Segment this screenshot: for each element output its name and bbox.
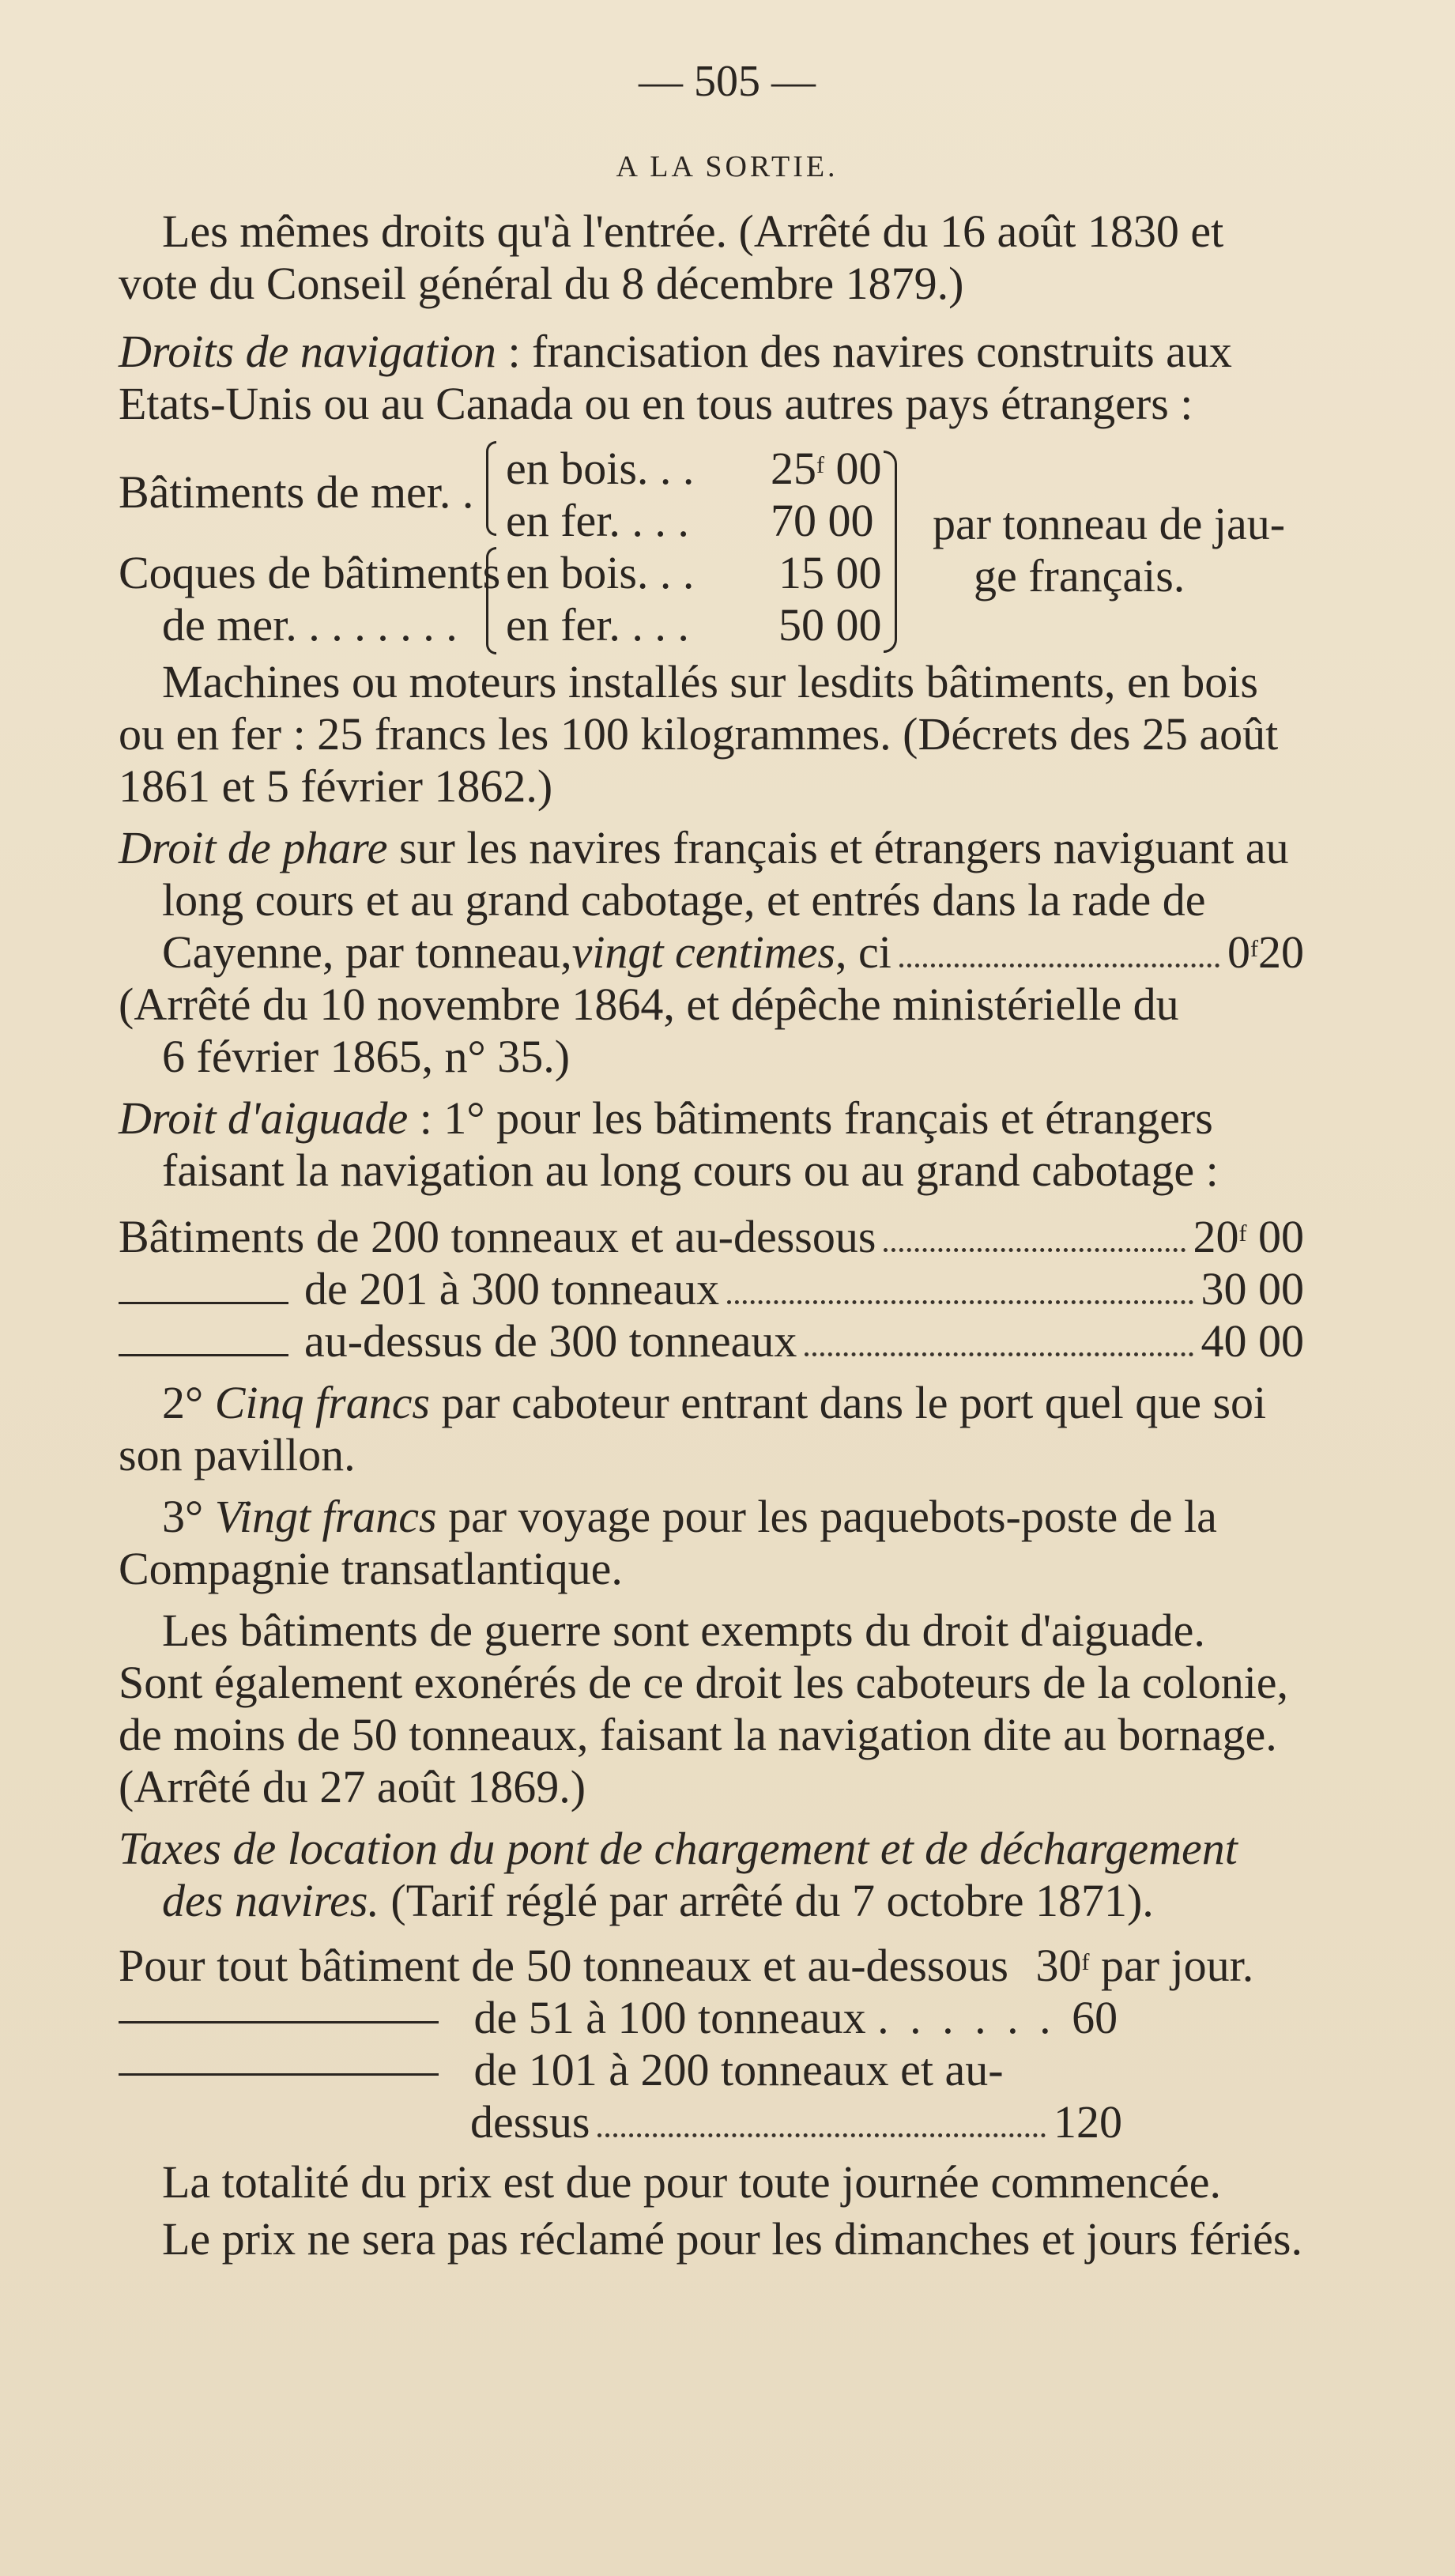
p4-line-1-rest: sur les navires français et étrangers naviguant au: [387, 822, 1289, 873]
p5-row-1-label: Bâtiments de 200 tonneaux et au-dessous: [119, 1211, 876, 1262]
p4-value: 0$^f$20: [1227, 926, 1304, 978]
p5-title: Droit d'aiguade: [119, 1092, 409, 1144]
table1-row-3-value: 15 00: [778, 547, 882, 598]
p5-row-3-value: 40 00: [1201, 1315, 1304, 1367]
p6-italic: Cinq francs: [214, 1377, 431, 1428]
table1-row-4-kind: en fer. . . .: [506, 599, 689, 651]
p4-line-4: (Arrêté du 10 novembre 1864, et dépêche ministérielle du: [119, 979, 1179, 1030]
p5-row-1-leader: [884, 1248, 1185, 1252]
section-title: A LA SORTIE.: [616, 150, 839, 183]
p5-line-1: [119, 1092, 1304, 1145]
table1-group2-label-a: Coques de bâtiments: [119, 547, 501, 598]
p4-line-2: long cours et au grand cabotage, et entrés dans la rade de: [162, 874, 1206, 926]
p5-row-3-ditto: [119, 1354, 288, 1356]
table1-note-b: ge français.: [974, 550, 1185, 602]
p10-line-2: Le prix ne sera pas réclamé pour les dimanches et jours fériés.: [162, 2213, 1302, 2265]
p3-line-3: 1861 et 5 février 1862.): [119, 760, 553, 812]
table1-row-1-value: 25$^f$ 00: [771, 443, 882, 494]
table2-row-1-value: 30$^f$ par jour.: [1035, 1940, 1254, 1991]
table2-row-3-ditto: [119, 2073, 439, 2076]
table1-group2-label-b: de mer. . . . . . . .: [162, 599, 458, 651]
table2-row-1: [119, 1940, 1304, 1992]
p3-line-1: Machines ou moteurs installés sur lesdits bâtiments, en bois: [162, 656, 1258, 707]
table2-row-3-label-a: de 101 à 200 tonneaux et au-: [473, 2044, 1004, 2095]
p5-row-2-leader: [727, 1300, 1193, 1304]
p4-title: Droit de phare: [119, 822, 388, 873]
table2-row-1-label: Pour tout bâtiment de 50 tonneaux et au-dessous: [119, 1940, 1008, 1991]
p4-line-3-italic: vingt centimes: [571, 926, 835, 978]
table1-group1-brace: [486, 441, 496, 536]
p5-row-2-label: de 201 à 300 tonneaux: [304, 1263, 720, 1314]
p1-line-2: vote du Conseil général du 8 décembre 1879.): [119, 258, 964, 309]
table1-note-a: par tonneau de jau-: [933, 498, 1286, 549]
p4-leader: [899, 964, 1219, 967]
table2-row-3-value: 120: [1054, 2096, 1122, 2148]
table1-row-2-value: 70 00: [771, 495, 874, 546]
table1-right-brace: [884, 451, 897, 653]
p4-line-3-a: Cayenne, par tonneau,: [162, 926, 572, 978]
p9-line-1: Taxes de location du pont de chargement et de déchargement: [119, 1823, 1238, 1874]
p1-line-1: Les mêmes droits qu'à l'entrée. (Arrêté du 16 août 1830 et: [162, 206, 1224, 257]
table2-row-3-leader: [597, 2133, 1046, 2137]
p2-line-1: [119, 326, 1304, 378]
p5-row-1-value: 20$^f$ 00: [1193, 1211, 1304, 1262]
p2-line-2: Etats-Unis ou au Canada ou en tous autres pays étrangers :: [119, 378, 1193, 429]
table1-group1-label: Bâtiments de mer. .: [119, 466, 474, 518]
page-number: — 505 —: [639, 57, 816, 106]
p2-line-1-rest: : francisation des navires construits aux: [496, 326, 1232, 377]
p4-line-1: [119, 822, 1304, 874]
p5-row-3: [119, 1315, 1304, 1367]
p4-line-3-b: , ci: [835, 926, 891, 978]
p4-line-5: 6 février 1865, n° 35.): [162, 1031, 571, 1082]
p2-title: Droits de navigation: [119, 326, 496, 377]
p8-line-3: de moins de 50 tonneaux, faisant la navigation dite au bornage.: [119, 1709, 1277, 1760]
p10-line-1: La totalité du prix est due pour toute journée commencée.: [162, 2156, 1221, 2208]
p7-line-2: Compagnie transatlantique.: [119, 1543, 623, 1594]
table1-row-4-value: 50 00: [778, 599, 882, 651]
p5-row-2-value: 30 00: [1201, 1263, 1304, 1314]
table2-row-2-value: 60: [1072, 1992, 1118, 2043]
table2-row-3-label-b: dessus: [470, 2096, 590, 2148]
p7-italic: Vingt francs: [214, 1491, 437, 1542]
p9-italic: des navires.: [162, 1875, 379, 1926]
p4-line-3: [162, 926, 1304, 979]
p5-row-2: [119, 1263, 1304, 1315]
p5-row-2-ditto: [119, 1302, 288, 1304]
p8-line-2: Sont également exonérés de ce droit les caboteurs de la colonie,: [119, 1657, 1289, 1708]
p8-line-1: Les bâtiments de guerre sont exempts du droit d'aiguade.: [162, 1605, 1205, 1656]
p5-row-3-label: au-dessus de 300 tonneaux: [304, 1315, 797, 1367]
table2-row-2-ditto: [119, 2021, 439, 2023]
p5-row-3-leader: [805, 1352, 1193, 1356]
table1-row-3-kind: en bois. . .: [506, 547, 695, 598]
p5-row-1: [119, 1211, 1304, 1263]
table1-row-2-kind: en fer. . . .: [506, 495, 689, 546]
p5-line-2: faisant la navigation au long cours ou au grand cabotage :: [162, 1145, 1219, 1196]
table2-row-3: [119, 2044, 1304, 2096]
p6-line-2: son pavillon.: [119, 1429, 356, 1480]
table2-row-2-label: de 51 à 100 tonneaux: [473, 1992, 866, 2043]
table2-row-2: de 51 à 100 tonneaux . . . . . . 60: [119, 1992, 1304, 2044]
p5-line-1-rest: : 1° pour les bâtiments français et étrangers: [408, 1092, 1213, 1144]
table1-group2-brace: [486, 547, 496, 654]
table1-row-1-kind: en bois. . .: [506, 443, 695, 494]
table2-row-3b: [470, 2096, 1122, 2148]
p3-line-2: ou en fer : 25 francs les 100 kilogrammes. (Décrets des 25 août: [119, 708, 1279, 760]
p9-line-2: des navires. (Tarif réglé par arrêté du 7 octobre 1871).: [162, 1875, 1154, 1926]
p7-line-1: 3° Vingt francs par voyage pour les paquebots-poste de la: [162, 1491, 1217, 1542]
p6-line-1: 2° Cinq francs par caboteur entrant dans le port quel que soi: [162, 1377, 1267, 1428]
p8-line-4: (Arrêté du 27 août 1869.): [119, 1761, 586, 1812]
